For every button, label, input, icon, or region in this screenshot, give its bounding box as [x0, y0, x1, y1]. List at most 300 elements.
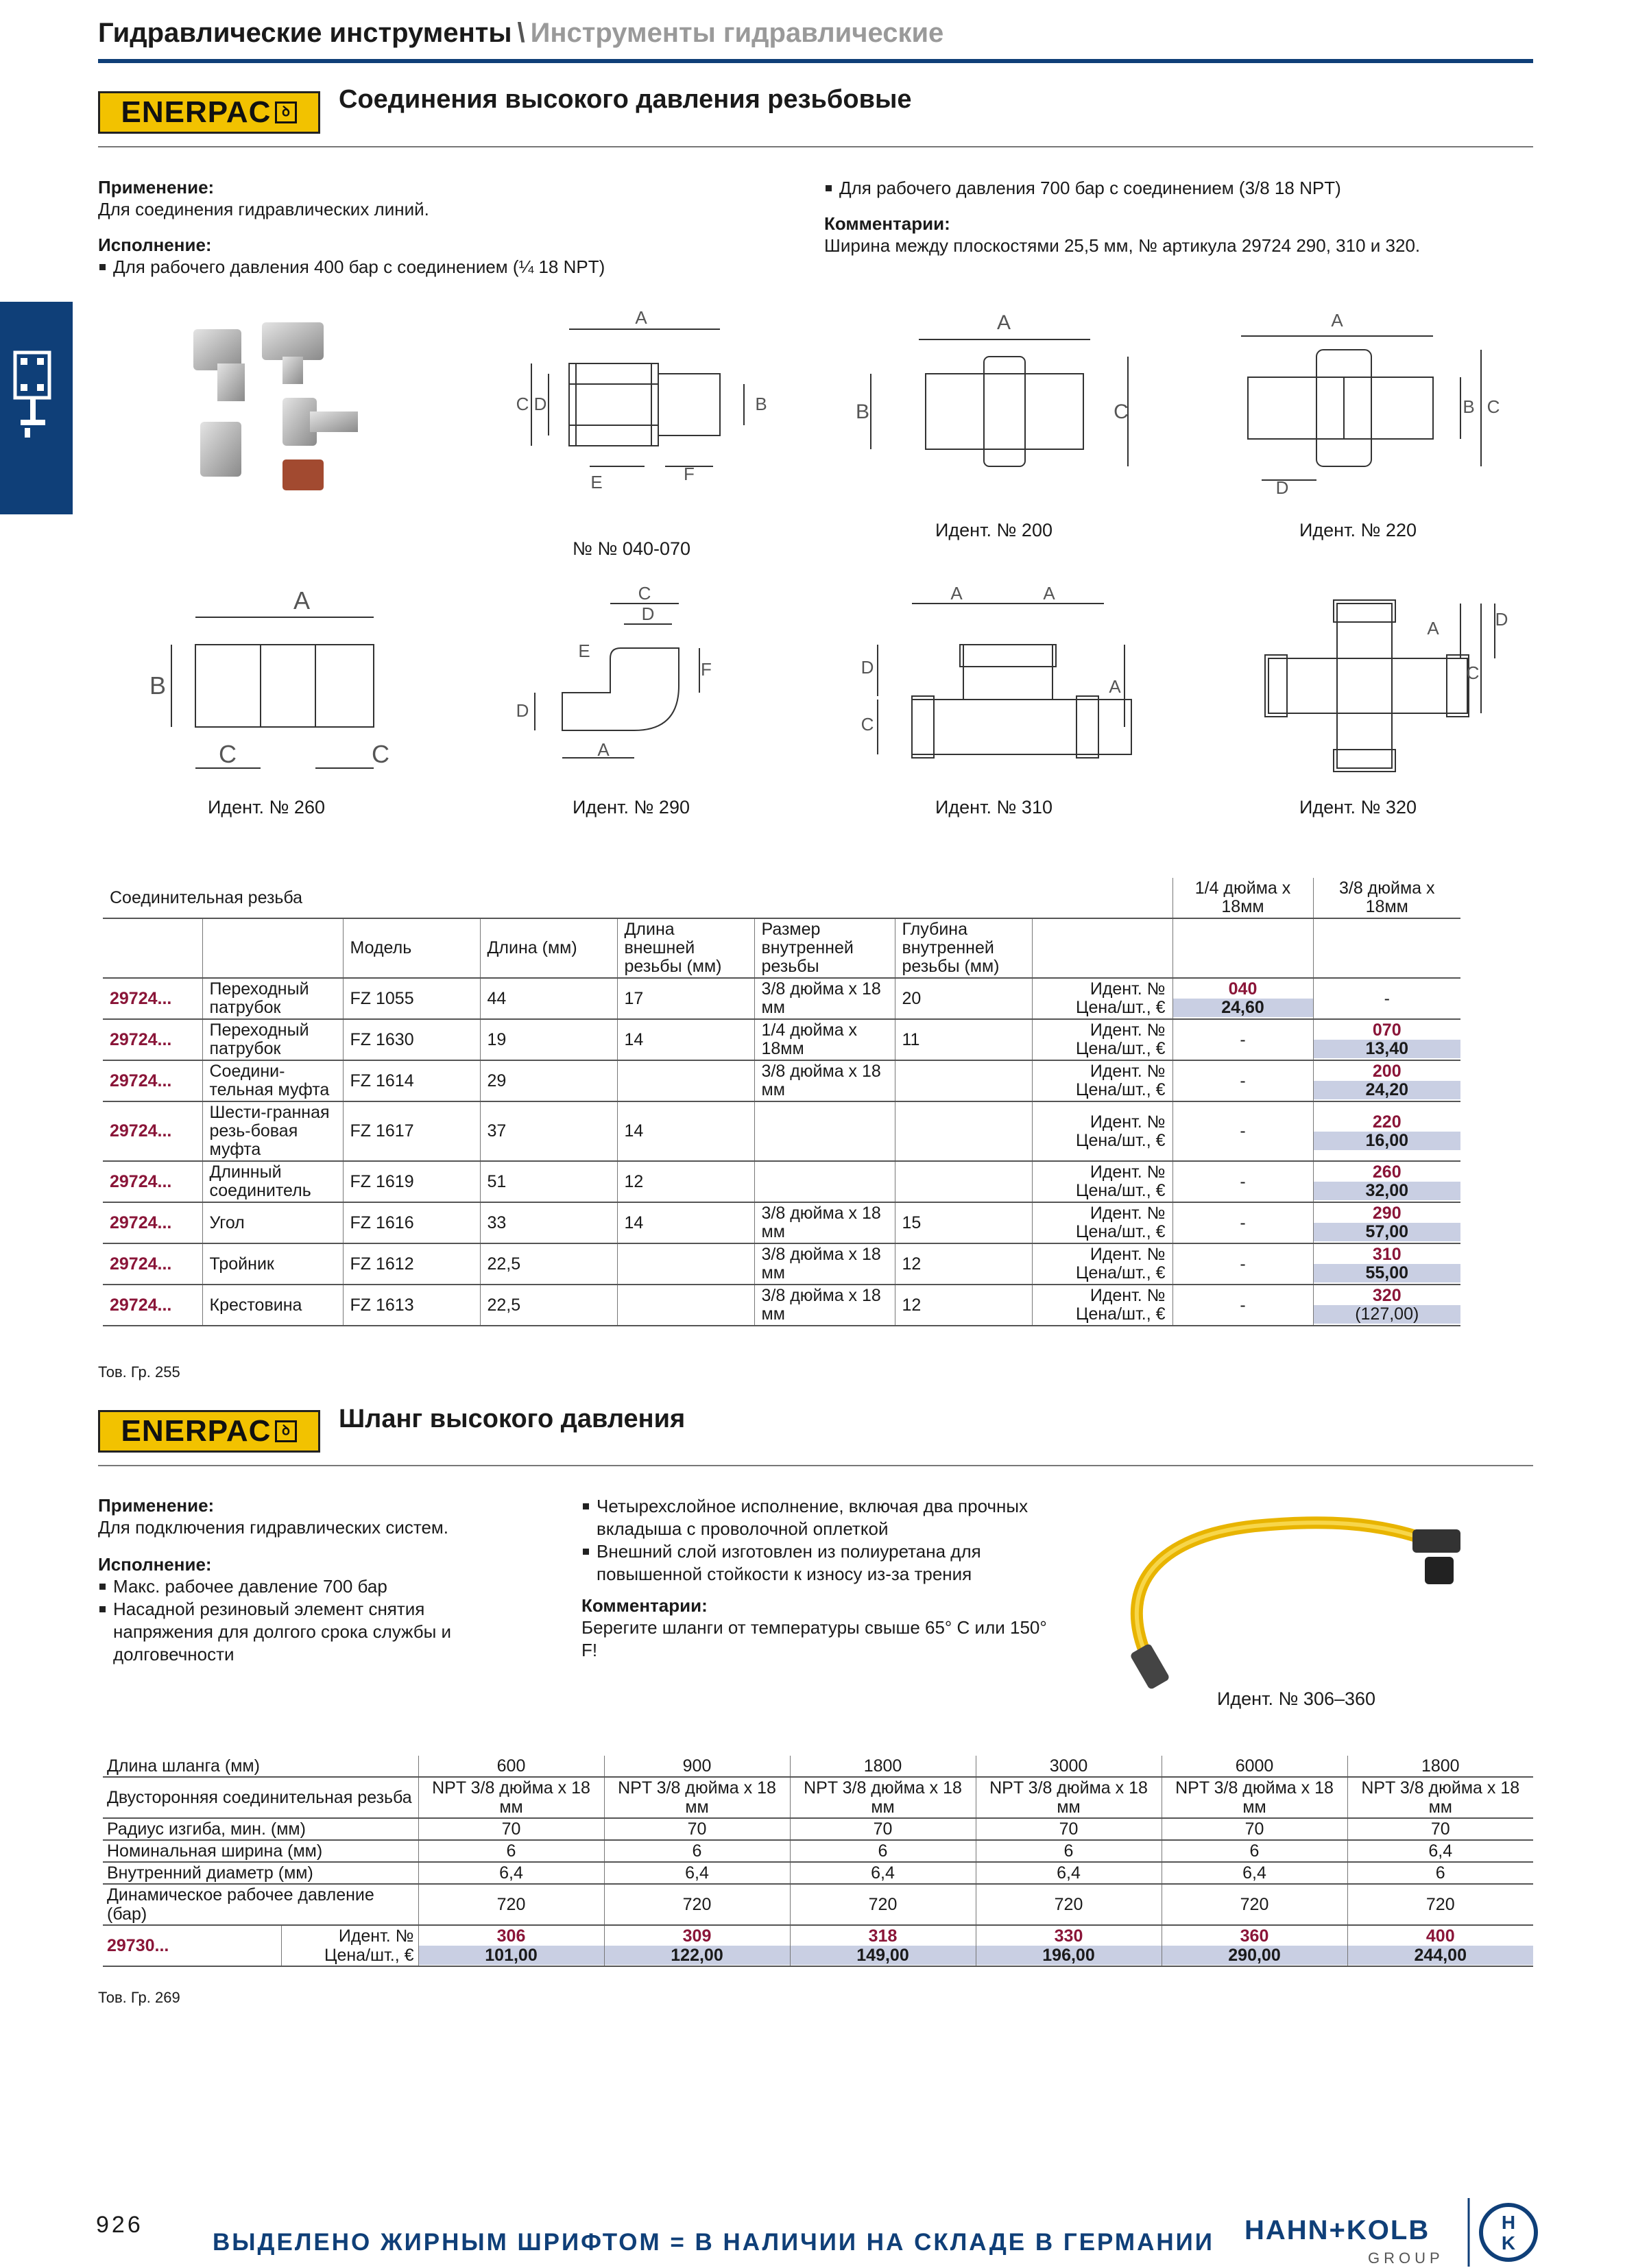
fittings-table — [103, 878, 1460, 1326]
int-depth-value — [895, 1101, 1032, 1161]
int-depth-value: 20 — [895, 978, 1032, 1019]
product-name: Угол — [202, 1202, 343, 1243]
price-cell-38 — [1313, 1285, 1460, 1326]
spec-value: NPT 3/8 дюйма x 18 мм — [1347, 1777, 1533, 1818]
hose-caption: Идент. № 306–360 — [1217, 1688, 1376, 1709]
caption-220: Идент. № 220 — [1299, 520, 1417, 540]
caption-310: Идент. № 310 — [935, 797, 1052, 817]
ext-thread-value — [617, 1285, 754, 1326]
drawing-260 — [130, 583, 432, 782]
price-value: 13,40 — [1314, 1040, 1461, 1058]
page-number: 926 — [96, 2212, 143, 2238]
fittings-photo — [180, 309, 378, 494]
hose-table — [103, 1756, 1533, 1967]
price-cell-14 — [1172, 978, 1313, 1019]
price-value: 149,00 — [791, 1946, 976, 1965]
col-header-int-size: Размер внутренней резьбы — [754, 918, 895, 978]
hose-execution-label: Исполнение: — [98, 1554, 212, 1575]
spec-value: 6 — [1162, 1840, 1347, 1862]
length-value: 33 — [480, 1202, 617, 1243]
dim-a: A — [635, 309, 647, 328]
hahn-kolb-brand: HAHN+KOLB — [1244, 2215, 1430, 2245]
hose-bullet-rubber: Насадной резиновый элемент снятия напряжения для долгого срока службы и долговечности — [98, 1598, 509, 1666]
spec-value: 6,4 — [604, 1862, 790, 1884]
spec-value: 6 — [604, 1840, 790, 1862]
price-label: Цена/шт., € — [1075, 1080, 1166, 1099]
table-row — [103, 1060, 1460, 1101]
drawing-220 — [1227, 309, 1508, 508]
int-depth-value: 11 — [895, 1019, 1032, 1060]
price-cell-38 — [1313, 978, 1460, 1019]
col-header-int-depth: Глубина внутренней резьбы (мм) — [895, 918, 1032, 978]
price-label: Цена/шт., € — [1075, 1039, 1166, 1058]
table-row — [103, 1101, 1460, 1161]
spec-value: 6,4 — [1162, 1862, 1347, 1884]
spec-value: 70 — [604, 1818, 790, 1840]
ident-number: 290 — [1372, 1204, 1402, 1223]
ident-label: Идент. № — [1090, 1245, 1166, 1264]
section2-description-right — [581, 1495, 1048, 1662]
model-number: FZ 1630 — [343, 1019, 480, 1060]
drawing-320 — [1227, 583, 1508, 782]
dim-c-260-right: C — [372, 740, 389, 768]
price-value: 55,00 — [1314, 1264, 1461, 1282]
hose-price-cell — [418, 1925, 604, 1966]
article-number: 29724... — [103, 978, 202, 1019]
model-number: FZ 1614 — [343, 1060, 480, 1101]
ident-label: Идент. № — [1090, 1020, 1166, 1040]
dim-e: E — [590, 472, 603, 492]
group-note-269: Тов. Гр. 269 — [98, 1989, 180, 2006]
svg-text:H: H — [1501, 2212, 1516, 2233]
ident-number: 400 — [1426, 1926, 1455, 1946]
spec-value: 900 — [604, 1756, 790, 1777]
price-value: 24,60 — [1173, 999, 1313, 1017]
hose-comments-text: Берегите шланги от температуры свыше 65° C или 150° F! — [581, 1617, 1047, 1660]
ident-number: 318 — [868, 1926, 898, 1946]
dim-f-290: F — [701, 659, 712, 680]
spec-value: 6000 — [1162, 1756, 1347, 1777]
spec-label: Двусторонняя соединительная резьба — [103, 1777, 418, 1818]
execution-label: Исполнение: — [98, 235, 212, 255]
price-cell-38 — [1313, 1243, 1460, 1285]
ident-price-labels — [1032, 1243, 1172, 1285]
spec-value: 720 — [976, 1884, 1162, 1925]
enerpac-logo-mark-2: ꝺ — [275, 1420, 297, 1442]
thread-header: Соединительная резьба — [103, 878, 1172, 918]
dim-c-290: C — [638, 583, 651, 604]
product-name: Соедини-тельная муфта — [202, 1060, 343, 1101]
int-depth-value: 12 — [895, 1243, 1032, 1285]
dim-d-310: D — [861, 657, 874, 678]
hose-bullet-pressure: Макс. рабочее давление 700 бар — [98, 1575, 509, 1598]
article-number: 29724... — [103, 1060, 202, 1101]
hose-price-cell — [976, 1925, 1162, 1966]
spec-value: 6 — [418, 1840, 604, 1862]
dim-b-220: B — [1463, 396, 1475, 417]
dim-d-220: D — [1275, 477, 1289, 498]
spec-label: Радиус изгиба, мин. (мм) — [103, 1818, 418, 1840]
spec-value: 6,4 — [1347, 1840, 1533, 1862]
spec-value: 600 — [418, 1756, 604, 1777]
section1-description-right — [824, 177, 1537, 257]
int-size-value: 1/4 дюйма x 18мм — [754, 1019, 895, 1060]
price-value: 244,00 — [1348, 1946, 1534, 1965]
dim-a-290: A — [597, 739, 610, 760]
price-value: 122,00 — [605, 1946, 790, 1965]
ext-thread-value: 14 — [617, 1101, 754, 1161]
table-row — [103, 1285, 1460, 1326]
table-row — [103, 1243, 1460, 1285]
dim-c-260-left: C — [219, 740, 237, 768]
price-cell-38 — [1313, 1019, 1460, 1060]
not-available-dash: - — [1240, 1029, 1246, 1049]
article-number: 29724... — [103, 1161, 202, 1202]
ident-number: 360 — [1240, 1926, 1269, 1946]
dim-c-310: C — [861, 714, 874, 735]
hose-spec-row — [103, 1818, 1533, 1840]
hahn-kolb-logo-icon — [1467, 2198, 1543, 2267]
ext-thread-value: 14 — [617, 1202, 754, 1243]
spec-label: Внутренний диаметр (мм) — [103, 1862, 418, 1884]
col-header-model: Модель — [343, 918, 480, 978]
int-depth-value: 15 — [895, 1202, 1032, 1243]
spec-value: 70 — [418, 1818, 604, 1840]
length-value: 22,5 — [480, 1285, 617, 1326]
spec-label: Номинальная ширина (мм) — [103, 1840, 418, 1862]
price-cell-14 — [1172, 1243, 1313, 1285]
application-label: Применение: — [98, 177, 215, 198]
product-name: Длинный соединитель — [202, 1161, 343, 1202]
ident-number: 260 — [1372, 1162, 1402, 1182]
price-value: 57,00 — [1314, 1223, 1461, 1241]
hose-price-cell — [1162, 1925, 1347, 1966]
hose-bullet-layers: Четырехслойное исполнение, включая два прочных вкладыша с проволочной оплеткой — [581, 1495, 1048, 1540]
product-name: Переходный патрубок — [202, 1019, 343, 1060]
spec-value: NPT 3/8 дюйма x 18 мм — [418, 1777, 604, 1818]
table-header-row — [103, 918, 1460, 978]
breadcrumb-separator: \ — [517, 18, 525, 48]
col-header-length: Длина (мм) — [480, 918, 617, 978]
dim-d-290-top: D — [641, 604, 655, 624]
spec-value: NPT 3/8 дюйма x 18 мм — [604, 1777, 790, 1818]
footer-stock-note: ВЫДЕЛЕНО ЖИРНЫМ ШРИФТОМ = В НАЛИЧИИ НА СКЛАДЕ В ГЕРМАНИИ — [213, 2229, 1214, 2256]
ident-price-labels — [1032, 978, 1172, 1019]
spec-value: 6 — [1347, 1862, 1533, 1884]
section1-title: Соединения высокого давления резьбовые — [339, 85, 912, 114]
int-size-value: 3/8 дюйма x 18 мм — [754, 1202, 895, 1243]
length-value: 19 — [480, 1019, 617, 1060]
drawing-310 — [850, 583, 1138, 782]
int-depth-value — [895, 1060, 1032, 1101]
drawing-200 — [850, 309, 1145, 508]
spec-value: 3000 — [976, 1756, 1162, 1777]
article-number: 29724... — [103, 1202, 202, 1243]
price-value: 101,00 — [419, 1946, 604, 1965]
hose-order-row — [103, 1925, 1533, 1966]
enerpac-logo-2 — [98, 1410, 320, 1453]
ident-label: Идент. № — [1090, 1062, 1166, 1081]
hahn-kolb-group: GROUP — [1368, 2249, 1444, 2267]
spec-value: 70 — [1347, 1818, 1533, 1840]
ident-label: Идент. № — [1090, 1286, 1166, 1305]
price-label: Цена/шт., € — [1075, 998, 1166, 1017]
dim-a-200: A — [996, 311, 1011, 334]
ident-number: 309 — [682, 1926, 712, 1946]
spec-label: Длина шланга (мм) — [103, 1756, 418, 1777]
not-available-dash: - — [1384, 988, 1390, 1008]
section2-rule — [98, 1465, 1533, 1466]
hose-table-body — [103, 1756, 1533, 1966]
hose-spec-row — [103, 1884, 1533, 1925]
not-available-dash: - — [1240, 1254, 1246, 1274]
price-cell-14 — [1172, 1060, 1313, 1101]
dim-b-200: B — [855, 401, 870, 423]
caption-320: Идент. № 320 — [1299, 797, 1417, 817]
dim-a-310-side: A — [1109, 676, 1121, 697]
table-row — [103, 1161, 1460, 1202]
side-category-tab[interactable] — [0, 302, 73, 514]
price-label: Цена/шт., € — [1075, 1304, 1166, 1324]
not-available-dash: - — [1240, 1071, 1246, 1090]
hose-spec-row — [103, 1862, 1533, 1884]
ident-number: 070 — [1372, 1020, 1402, 1040]
price-value: 32,00 — [1314, 1182, 1461, 1200]
spec-value: NPT 3/8 дюйма x 18 мм — [1162, 1777, 1347, 1818]
dim-d-290-left: D — [516, 700, 529, 721]
ext-thread-value: 14 — [617, 1019, 754, 1060]
price-value: 24,20 — [1314, 1081, 1461, 1099]
table-row — [103, 1019, 1460, 1060]
hose-bullet-polyurethane: Внешний слой изготовлен из полиуретана для повышенной стойкости к износу из-за трения — [581, 1540, 1048, 1586]
drawing-040-070 — [480, 309, 782, 508]
spec-value: 6,4 — [418, 1862, 604, 1884]
spec-value: 720 — [418, 1884, 604, 1925]
ident-price-labels — [1032, 1161, 1172, 1202]
ident-price-labels — [1032, 1285, 1172, 1326]
hose-spec-row — [103, 1777, 1533, 1818]
dim-c-200: C — [1114, 401, 1129, 423]
not-available-dash: - — [1240, 1121, 1246, 1141]
model-number: FZ 1619 — [343, 1161, 480, 1202]
dim-f: F — [684, 464, 695, 484]
article-number: 29724... — [103, 1019, 202, 1060]
ident-label: Идент. № — [1090, 979, 1166, 999]
enerpac-logo-mark: ꝺ — [275, 102, 297, 123]
price-label: Цена/шт., € — [1075, 1263, 1166, 1282]
spec-value: 70 — [1162, 1818, 1347, 1840]
section2-title: Шланг высокого давления — [339, 1405, 686, 1433]
price-cell-38 — [1313, 1101, 1460, 1161]
hose-price-cell — [1347, 1925, 1533, 1966]
not-available-dash: - — [1240, 1295, 1246, 1315]
col-header-1-4: 1/4 дюйма x 18мм — [1172, 878, 1313, 918]
spec-value: NPT 3/8 дюйма x 18 мм — [976, 1777, 1162, 1818]
price-cell-38 — [1313, 1060, 1460, 1101]
ident-number: 306 — [496, 1926, 526, 1946]
application-text: Для соединения гидравлических линий. — [98, 199, 429, 219]
model-number: FZ 1616 — [343, 1202, 480, 1243]
execution-bullet-700: Для рабочего давления 700 бар с соединением (3/8 18 NPT) — [824, 177, 1537, 200]
section2-description-left — [98, 1495, 509, 1666]
dim-c-320: C — [1466, 663, 1480, 683]
spec-label: Динамическое рабочее давление (бар) — [103, 1884, 418, 1925]
col-header-ext-thread: Длина внешней резьбы (мм) — [617, 918, 754, 978]
ident-number: 040 — [1228, 979, 1258, 999]
ident-price-labels — [1032, 1060, 1172, 1101]
hose-spec-row — [103, 1756, 1533, 1777]
ident-price-labels — [281, 1925, 418, 1966]
spec-value: 720 — [604, 1884, 790, 1925]
ident-number: 330 — [1054, 1926, 1083, 1946]
table-row — [103, 978, 1460, 1019]
product-name: Шести-гранная резь-бовая муфта — [202, 1101, 343, 1161]
not-available-dash: - — [1240, 1171, 1246, 1191]
model-number: FZ 1617 — [343, 1101, 480, 1161]
enerpac-logo — [98, 91, 320, 134]
ident-price-labels — [1032, 1101, 1172, 1161]
dim-a-310-right: A — [1043, 583, 1055, 604]
int-size-value: 3/8 дюйма x 18 мм — [754, 1285, 895, 1326]
ident-label: Идент. № — [1090, 1112, 1166, 1132]
group-note-255: Тов. Гр. 255 — [98, 1363, 180, 1381]
fittings-table-body — [103, 978, 1460, 1326]
table-header-row-thread — [103, 878, 1460, 918]
hose-price-cell — [604, 1925, 790, 1966]
ext-thread-value — [617, 1243, 754, 1285]
comments-text: Ширина между плоскостями 25,5 мм, № артикула 29724 290, 310 и 320. — [824, 235, 1421, 256]
price-value: 290,00 — [1162, 1946, 1347, 1965]
dim-c-220: C — [1487, 396, 1500, 417]
price-label: Цена/шт., € — [324, 1946, 414, 1965]
dim-a-320: A — [1427, 618, 1439, 638]
length-value: 44 — [480, 978, 617, 1019]
dim-b-260: B — [149, 671, 167, 700]
drawing-290 — [507, 583, 768, 782]
spec-value: NPT 3/8 дюйма x 18 мм — [790, 1777, 976, 1818]
header-rule — [98, 59, 1533, 63]
caption-040-070: № № 040-070 — [573, 538, 691, 559]
length-value: 22,5 — [480, 1243, 617, 1285]
caption-260: Идент. № 260 — [208, 797, 325, 817]
hose-application-label: Применение: — [98, 1495, 215, 1516]
section1-rule — [98, 146, 1533, 147]
caption-290: Идент. № 290 — [573, 797, 690, 817]
price-label: Цена/шт., € — [1075, 1181, 1166, 1200]
ext-thread-value: 12 — [617, 1161, 754, 1202]
int-size-value — [754, 1161, 895, 1202]
hose-spec-row — [103, 1840, 1533, 1862]
spec-value: 1800 — [1347, 1756, 1533, 1777]
product-name: Крестовина — [202, 1285, 343, 1326]
section1-description-left — [98, 177, 784, 278]
not-available-dash: - — [1240, 1213, 1246, 1232]
svg-text:K: K — [1501, 2232, 1516, 2254]
spec-value: 6,4 — [790, 1862, 976, 1884]
dim-a-220: A — [1331, 310, 1343, 331]
price-value: (127,00) — [1314, 1305, 1461, 1324]
breadcrumb — [98, 18, 943, 49]
hydraulic-tool-icon — [0, 302, 73, 514]
ext-thread-value — [617, 1060, 754, 1101]
spec-value: 6,4 — [976, 1862, 1162, 1884]
length-value: 29 — [480, 1060, 617, 1101]
spec-value: 1800 — [790, 1756, 976, 1777]
price-cell-14 — [1172, 1202, 1313, 1243]
price-cell-14 — [1172, 1285, 1313, 1326]
int-size-value — [754, 1101, 895, 1161]
spec-value: 6 — [976, 1840, 1162, 1862]
model-number: FZ 1055 — [343, 978, 480, 1019]
spec-value: 720 — [790, 1884, 976, 1925]
spec-value: 6 — [790, 1840, 976, 1862]
ident-number: 310 — [1372, 1245, 1402, 1264]
ident-label: Идент. № — [338, 1926, 414, 1946]
enerpac-logo-text-2: ENERPAC — [121, 1414, 272, 1448]
hose-article-number: 29730... — [103, 1925, 281, 1966]
ident-label: Идент. № — [1090, 1162, 1166, 1182]
price-cell-14 — [1172, 1161, 1313, 1202]
price-label: Цена/шт., € — [1075, 1222, 1166, 1241]
dim-d-320: D — [1495, 609, 1508, 630]
price-value: 196,00 — [976, 1946, 1162, 1965]
price-value: 16,00 — [1314, 1132, 1461, 1150]
int-depth-value: 12 — [895, 1285, 1032, 1326]
spec-value: 70 — [976, 1818, 1162, 1840]
enerpac-logo-text: ENERPAC — [121, 95, 272, 129]
dim-d: D — [533, 394, 547, 414]
price-cell-38 — [1313, 1161, 1460, 1202]
hose-price-cell — [790, 1925, 976, 1966]
article-number: 29724... — [103, 1243, 202, 1285]
breadcrumb-sub: Инструменты гидравлические — [530, 18, 944, 48]
dim-e-290: E — [578, 641, 590, 661]
price-cell-14 — [1172, 1101, 1313, 1161]
execution-bullet-400: Для рабочего давления 400 бар с соединением (¼ 18 NPT) — [98, 256, 784, 278]
product-name: Переходный патрубок — [202, 978, 343, 1019]
price-cell-14 — [1172, 1019, 1313, 1060]
caption-200: Идент. № 200 — [935, 520, 1052, 540]
model-number: FZ 1613 — [343, 1285, 480, 1326]
spec-value: 720 — [1347, 1884, 1533, 1925]
product-name: Тройник — [202, 1243, 343, 1285]
dim-c: C — [516, 394, 529, 414]
ext-thread-value: 17 — [617, 978, 754, 1019]
dim-a-310-left: A — [950, 583, 963, 604]
dim-a-260: A — [293, 586, 311, 614]
ident-price-labels — [1032, 1019, 1172, 1060]
table-row — [103, 1202, 1460, 1243]
article-number: 29724... — [103, 1285, 202, 1326]
model-number: FZ 1612 — [343, 1243, 480, 1285]
hose-comments-label: Комментарии: — [581, 1595, 708, 1616]
spec-value: 720 — [1162, 1884, 1347, 1925]
article-number: 29724... — [103, 1101, 202, 1161]
comments-label: Комментарии: — [824, 213, 950, 234]
int-size-value: 3/8 дюйма x 18 мм — [754, 1060, 895, 1101]
length-value: 37 — [480, 1101, 617, 1161]
col-header-3-8: 3/8 дюйма x 18мм — [1313, 878, 1460, 918]
length-value: 51 — [480, 1161, 617, 1202]
ident-number: 320 — [1372, 1286, 1402, 1305]
ident-price-labels — [1032, 1202, 1172, 1243]
int-size-value: 3/8 дюйма x 18 мм — [754, 978, 895, 1019]
dim-b: B — [755, 394, 767, 414]
ident-label: Идент. № — [1090, 1204, 1166, 1223]
breadcrumb-main: Гидравлические инструменты — [98, 18, 512, 48]
int-depth-value — [895, 1161, 1032, 1202]
ident-number: 220 — [1372, 1112, 1402, 1132]
